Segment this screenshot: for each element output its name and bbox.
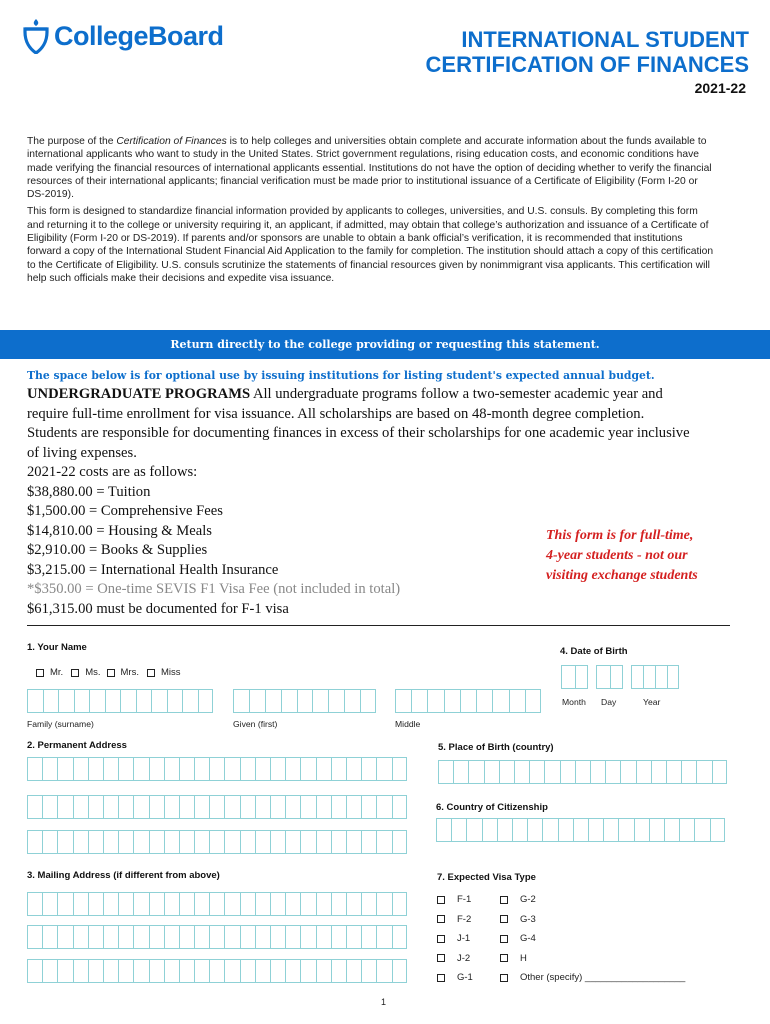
character-box[interactable] — [395, 689, 411, 713]
budget-heading: UNDERGRADUATE PROGRAMS — [27, 386, 251, 402]
character-box[interactable] — [133, 757, 148, 781]
character-box[interactable] — [331, 925, 346, 949]
character-box[interactable] — [696, 760, 711, 784]
character-box[interactable] — [133, 830, 148, 854]
character-box[interactable] — [88, 959, 103, 983]
visa-option-g3[interactable]: G-3 — [500, 910, 685, 930]
permanent-address-line-2[interactable] — [27, 795, 407, 819]
page-title — [426, 27, 749, 77]
character-box[interactable] — [694, 818, 709, 842]
character-box[interactable] — [57, 795, 72, 819]
full-time-note: This form is for full-time, 4-year students - not our visiting exchange students — [546, 528, 698, 583]
character-box[interactable] — [297, 689, 313, 713]
character-box[interactable] — [249, 689, 265, 713]
character-box[interactable] — [346, 757, 361, 781]
character-box[interactable] — [194, 925, 209, 949]
character-box[interactable] — [120, 689, 136, 713]
cost-item: $2,910.00 = Books & Supplies — [27, 542, 208, 558]
mailing-address-line-2[interactable] — [27, 925, 407, 949]
character-box[interactable] — [57, 830, 72, 854]
visa-option-g4[interactable]: G-4 — [500, 929, 685, 949]
character-box[interactable] — [57, 892, 72, 916]
character-box[interactable] — [300, 925, 315, 949]
character-box[interactable] — [438, 760, 453, 784]
character-box[interactable] — [103, 925, 118, 949]
character-box[interactable] — [164, 959, 179, 983]
character-box[interactable] — [281, 689, 297, 713]
optional-budget-note: The space below is for optional use by issuing institutions for listing student's expected annual budget. — [27, 369, 655, 382]
character-box[interactable] — [316, 830, 331, 854]
character-box[interactable] — [575, 665, 589, 689]
character-box[interactable] — [164, 757, 179, 781]
character-box[interactable] — [331, 795, 346, 819]
character-box[interactable] — [331, 959, 346, 983]
character-box[interactable] — [376, 757, 391, 781]
character-box[interactable] — [209, 892, 224, 916]
citizenship-label: 6. Country of Citizenship — [436, 802, 548, 813]
character-box[interactable] — [361, 925, 376, 949]
character-box[interactable] — [42, 925, 57, 949]
character-box[interactable] — [285, 892, 300, 916]
character-box[interactable] — [255, 925, 270, 949]
character-box[interactable] — [255, 959, 270, 983]
visa-options-right — [500, 890, 685, 988]
character-box[interactable] — [88, 892, 103, 916]
character-box[interactable] — [331, 830, 346, 854]
visa-option-other[interactable]: Other (specify) ___________________ — [500, 968, 685, 988]
intro-paragraph-2: This form is designed to standardize financial information provided by applicants to colleges, universities, and U.S. consuls. By completing this form and returning it to the college or university requiring it, an applicant, if admitted, may obtain that college’s authorization and issuance of a Certificate of Eligibility (Form I-20 or DS-2019). If parents and/or sponsors are unable to obtain a bank official’s verification, it is recommended that institutions forward a copy of the International Student Financial Aid Application to the family for completion. The institution should attach a copy of this certification to the Certificate of Eligibility. U.S. consuls scrutinize the statements of financial resources given by nonimmigrant visa applicants. This certification will help such officials make their decisions and expedite visa issuance. — [27, 206, 714, 284]
character-box[interactable] — [270, 925, 285, 949]
character-box[interactable] — [164, 830, 179, 854]
visa-type-label: 7. Expected Visa Type — [437, 872, 536, 883]
acorn-icon — [22, 18, 50, 54]
character-box[interactable] — [149, 830, 164, 854]
character-box[interactable] — [492, 689, 508, 713]
visa-option-h[interactable]: H — [500, 949, 685, 969]
character-box[interactable] — [392, 830, 407, 854]
character-box[interactable] — [42, 795, 57, 819]
character-box[interactable] — [346, 892, 361, 916]
character-box[interactable] — [667, 665, 679, 689]
character-box[interactable] — [544, 760, 559, 784]
character-box[interactable] — [312, 689, 328, 713]
character-box[interactable] — [233, 689, 249, 713]
character-box[interactable] — [361, 959, 376, 983]
logo-text: CollegeBoard — [54, 20, 224, 51]
character-box[interactable] — [194, 795, 209, 819]
character-box[interactable] — [361, 795, 376, 819]
character-box[interactable] — [270, 757, 285, 781]
month-label: Month — [562, 697, 586, 707]
character-box[interactable] — [482, 818, 497, 842]
visa-option-j1[interactable]: J-1 — [437, 929, 473, 949]
character-box[interactable] — [73, 757, 88, 781]
character-box[interactable] — [149, 757, 164, 781]
character-box[interactable] — [392, 795, 407, 819]
character-box[interactable] — [285, 795, 300, 819]
character-box[interactable] — [331, 757, 346, 781]
character-box[interactable] — [209, 925, 224, 949]
character-box[interactable] — [224, 757, 239, 781]
character-box[interactable] — [620, 760, 635, 784]
character-box[interactable] — [300, 892, 315, 916]
character-box[interactable] — [89, 689, 105, 713]
character-box[interactable] — [118, 925, 133, 949]
character-box[interactable] — [133, 892, 148, 916]
character-box[interactable] — [224, 925, 239, 949]
character-box[interactable] — [198, 689, 214, 713]
character-box[interactable] — [376, 795, 391, 819]
given-name-label: Given (first) — [233, 719, 278, 729]
visa-option-g1[interactable]: G-1 — [437, 968, 473, 988]
character-box[interactable] — [103, 795, 118, 819]
mr-checkbox[interactable] — [36, 669, 44, 677]
character-box[interactable] — [255, 892, 270, 916]
character-box[interactable] — [316, 925, 331, 949]
character-box[interactable] — [105, 689, 121, 713]
character-box[interactable] — [476, 689, 492, 713]
character-box[interactable] — [224, 892, 239, 916]
academic-year: 2021-22 — [694, 80, 746, 96]
intro-text — [27, 135, 717, 289]
character-box[interactable] — [164, 925, 179, 949]
family-name-boxes[interactable] — [27, 689, 213, 713]
date-of-birth-label: 4. Date of Birth — [560, 646, 628, 657]
character-box[interactable] — [57, 757, 72, 781]
character-box[interactable] — [588, 818, 603, 842]
character-box[interactable] — [392, 959, 407, 983]
character-box[interactable] — [73, 892, 88, 916]
dob-day-boxes[interactable] — [596, 665, 623, 689]
character-box[interactable] — [270, 830, 285, 854]
character-box[interactable] — [316, 892, 331, 916]
character-box[interactable] — [149, 795, 164, 819]
character-box[interactable] — [209, 830, 224, 854]
visa-option-f1[interactable]: F-1 — [437, 890, 473, 910]
character-box[interactable] — [376, 959, 391, 983]
character-box[interactable] — [42, 757, 57, 781]
character-box[interactable] — [558, 818, 573, 842]
character-box[interactable] — [118, 757, 133, 781]
character-box[interactable] — [392, 892, 407, 916]
title-line-2: CERTIFICATION OF FINANCES — [425, 52, 749, 77]
permanent-address-line-1[interactable] — [27, 757, 407, 781]
character-box[interactable] — [300, 795, 315, 819]
character-box[interactable] — [460, 689, 476, 713]
cost-item: $38,880.00 = Tuition — [27, 483, 151, 500]
character-box[interactable] — [560, 760, 575, 784]
character-box[interactable] — [590, 760, 605, 784]
permanent-address-line-3[interactable] — [27, 830, 407, 854]
cost-item: $1,500.00 = Comprehensive Fees — [27, 503, 223, 519]
character-box[interactable] — [179, 925, 194, 949]
return-instruction-bar: Return directly to the college providing or requesting this statement. — [0, 330, 770, 359]
character-box[interactable] — [605, 760, 620, 784]
character-box[interactable] — [194, 830, 209, 854]
character-box[interactable] — [27, 892, 42, 916]
character-box[interactable] — [509, 689, 525, 713]
visa-option-f2[interactable]: F-2 — [437, 910, 473, 930]
character-box[interactable] — [179, 959, 194, 983]
character-box[interactable] — [651, 760, 666, 784]
character-box[interactable] — [346, 959, 361, 983]
character-box[interactable] — [316, 795, 331, 819]
character-box[interactable] — [88, 830, 103, 854]
dob-year-boxes[interactable] — [631, 665, 679, 689]
miss-checkbox[interactable] — [147, 669, 155, 677]
character-box[interactable] — [285, 830, 300, 854]
character-box[interactable] — [27, 830, 42, 854]
character-box[interactable] — [512, 818, 527, 842]
your-name-label: 1. Your Name — [27, 642, 87, 653]
character-box[interactable] — [649, 818, 664, 842]
character-box[interactable] — [376, 830, 391, 854]
intro-paragraph-1: The purpose of the Certification of Finances is to help colleges and universities obtain complete and accurate information about the funds available to international applicants who want to study in the United States. Strict government regulations, rising education costs, and economic conditions have made verifying the financial resources of international applicants essential. Institutions do not have the option of deciding whether to verify the financial resources of their international applicants; financial verification must be made prior to institutional issuance of a Certificate of Eligibility (Form I-20 or DS-2019). — [27, 136, 712, 201]
character-box[interactable] — [603, 818, 618, 842]
character-box[interactable] — [655, 665, 667, 689]
mailing-address-line-3[interactable] — [27, 959, 407, 983]
character-box[interactable] — [240, 795, 255, 819]
character-box[interactable] — [42, 892, 57, 916]
character-box[interactable] — [27, 925, 42, 949]
character-box[interactable] — [316, 757, 331, 781]
character-box[interactable] — [361, 830, 376, 854]
character-box[interactable] — [118, 795, 133, 819]
character-box[interactable] — [149, 892, 164, 916]
permanent-address-label: 2. Permanent Address — [27, 740, 127, 751]
character-box[interactable] — [328, 689, 344, 713]
character-box[interactable] — [542, 818, 557, 842]
character-box[interactable] — [444, 689, 460, 713]
character-box[interactable] — [561, 665, 575, 689]
citizenship-boxes[interactable] — [436, 818, 725, 842]
character-box[interactable] — [453, 760, 468, 784]
cost-item: $3,215.00 = International Health Insurance — [27, 561, 279, 578]
place-of-birth-boxes[interactable] — [438, 760, 727, 784]
mrs-checkbox[interactable] — [107, 669, 115, 677]
character-box[interactable] — [88, 757, 103, 781]
character-box[interactable] — [164, 795, 179, 819]
character-box[interactable] — [118, 959, 133, 983]
character-box[interactable] — [151, 689, 167, 713]
character-box[interactable] — [42, 959, 57, 983]
character-box[interactable] — [194, 892, 209, 916]
character-box[interactable] — [451, 818, 466, 842]
character-box[interactable] — [255, 757, 270, 781]
character-box[interactable] — [300, 830, 315, 854]
character-box[interactable] — [573, 818, 588, 842]
character-box[interactable] — [427, 689, 443, 713]
character-box[interactable] — [118, 830, 133, 854]
character-box[interactable] — [468, 760, 483, 784]
character-box[interactable] — [514, 760, 529, 784]
page-number: 1 — [381, 997, 387, 1007]
character-box[interactable] — [164, 892, 179, 916]
dob-month-boxes[interactable] — [561, 665, 588, 689]
character-box[interactable] — [392, 925, 407, 949]
character-box[interactable] — [149, 959, 164, 983]
character-box[interactable] — [300, 959, 315, 983]
character-box[interactable] — [240, 830, 255, 854]
character-box[interactable] — [270, 892, 285, 916]
character-box[interactable] — [618, 818, 633, 842]
character-box[interactable] — [73, 830, 88, 854]
character-box[interactable] — [149, 925, 164, 949]
character-box[interactable] — [316, 959, 331, 983]
character-box[interactable] — [255, 795, 270, 819]
character-box[interactable] — [679, 818, 694, 842]
character-box[interactable] — [179, 795, 194, 819]
character-box[interactable] — [57, 959, 72, 983]
character-box[interactable] — [529, 760, 544, 784]
character-box[interactable] — [712, 760, 727, 784]
character-box[interactable] — [57, 925, 72, 949]
character-box[interactable] — [411, 689, 427, 713]
character-box[interactable] — [182, 689, 198, 713]
character-box[interactable] — [484, 760, 499, 784]
character-box[interactable] — [643, 665, 655, 689]
character-box[interactable] — [224, 959, 239, 983]
character-box[interactable] — [27, 689, 43, 713]
character-box[interactable] — [285, 925, 300, 949]
character-box[interactable] — [103, 959, 118, 983]
character-box[interactable] — [224, 795, 239, 819]
character-box[interactable] — [58, 689, 74, 713]
character-box[interactable] — [466, 818, 481, 842]
character-box[interactable] — [255, 830, 270, 854]
character-box[interactable] — [27, 795, 42, 819]
given-name-boxes[interactable] — [233, 689, 376, 713]
character-box[interactable] — [194, 757, 209, 781]
character-box[interactable] — [88, 925, 103, 949]
character-box[interactable] — [240, 892, 255, 916]
character-box[interactable] — [118, 892, 133, 916]
character-box[interactable] — [88, 795, 103, 819]
character-box[interactable] — [361, 892, 376, 916]
character-box[interactable] — [27, 757, 42, 781]
middle-name-boxes[interactable] — [395, 689, 541, 713]
middle-name-label: Middle — [395, 719, 421, 729]
visa-options-left — [437, 890, 473, 988]
character-box[interactable] — [575, 760, 590, 784]
character-box[interactable] — [361, 757, 376, 781]
character-box[interactable] — [360, 689, 376, 713]
character-box[interactable] — [344, 689, 360, 713]
sevis-fee: *$350.00 = One-time SEVIS F1 Visa Fee (not included in total) — [27, 581, 401, 597]
character-box[interactable] — [634, 818, 649, 842]
character-box[interactable] — [436, 818, 451, 842]
character-box[interactable] — [73, 795, 88, 819]
character-box[interactable] — [285, 959, 300, 983]
character-box[interactable] — [631, 665, 643, 689]
year-label: Year — [643, 697, 661, 707]
character-box[interactable] — [610, 665, 624, 689]
mailing-address-line-1[interactable] — [27, 892, 407, 916]
budget-section: UNDERGRADUATE PROGRAMS All undergraduate programs follow a two-semester academic year and require full-time enrollment for visa issuance. All scholarships are based on 48-month degree completion. Students are responsible for documenting finances in excess of their scholarships for one academic year inclusive of living expenses. 2021-22 costs are as follows: $38,880.00 = Tuition $1,500.00 = Comprehensive Fees $14,810.00 = Housing & Meals $2,910.00 = Books & Supplies $3,215.00 = International Health Insurance *$350.00 = One-time SEVIS F1 Visa Fee (not included in total) $61,315.00 must be documented for F-1 visa — [27, 385, 737, 619]
character-box[interactable] — [392, 757, 407, 781]
character-box[interactable] — [346, 925, 361, 949]
character-box[interactable] — [525, 689, 541, 713]
character-box[interactable] — [331, 892, 346, 916]
character-box[interactable] — [240, 757, 255, 781]
character-box[interactable] — [103, 830, 118, 854]
character-box[interactable] — [194, 959, 209, 983]
character-box[interactable] — [497, 818, 512, 842]
character-box[interactable] — [499, 760, 514, 784]
visa-option-g2[interactable]: G-2 — [500, 890, 685, 910]
cost-item: $14,810.00 = Housing & Meals — [27, 522, 212, 539]
character-box[interactable] — [346, 830, 361, 854]
character-box[interactable] — [133, 795, 148, 819]
character-box[interactable] — [596, 665, 610, 689]
character-box[interactable] — [224, 830, 239, 854]
character-box[interactable] — [43, 689, 59, 713]
character-box[interactable] — [346, 795, 361, 819]
character-box[interactable] — [179, 757, 194, 781]
character-box[interactable] — [27, 959, 42, 983]
character-box[interactable] — [133, 959, 148, 983]
character-box[interactable] — [666, 760, 681, 784]
college-board-logo — [22, 18, 224, 54]
character-box[interactable] — [42, 830, 57, 854]
character-box[interactable] — [664, 818, 679, 842]
character-box[interactable] — [300, 757, 315, 781]
character-box[interactable] — [209, 757, 224, 781]
character-box[interactable] — [376, 925, 391, 949]
ms-checkbox[interactable] — [71, 669, 79, 677]
character-box[interactable] — [179, 830, 194, 854]
character-box[interactable] — [103, 757, 118, 781]
character-box[interactable] — [167, 689, 183, 713]
place-of-birth-label: 5. Place of Birth (country) — [438, 742, 554, 753]
section-divider — [27, 625, 730, 626]
character-box[interactable] — [285, 757, 300, 781]
budget-total: $61,315.00 must be documented for F-1 visa — [27, 600, 289, 617]
character-box[interactable] — [179, 892, 194, 916]
character-box[interactable] — [636, 760, 651, 784]
character-box[interactable] — [265, 689, 281, 713]
visa-option-j2[interactable]: J-2 — [437, 949, 473, 969]
mailing-address-label: 3. Mailing Address (if different from above) — [27, 870, 220, 881]
title-line-1: INTERNATIONAL STUDENT — [461, 27, 749, 52]
character-box[interactable] — [73, 959, 88, 983]
family-name-label: Family (surname) — [27, 719, 94, 729]
character-box[interactable] — [710, 818, 725, 842]
character-box[interactable] — [209, 795, 224, 819]
character-box[interactable] — [681, 760, 696, 784]
title-checkboxes: Mr. Ms. Mrs. Miss — [36, 667, 181, 678]
character-box[interactable] — [73, 925, 88, 949]
character-box[interactable] — [270, 795, 285, 819]
character-box[interactable] — [240, 959, 255, 983]
character-box[interactable] — [527, 818, 542, 842]
character-box[interactable] — [209, 959, 224, 983]
character-box[interactable] — [74, 689, 90, 713]
character-box[interactable] — [133, 925, 148, 949]
character-box[interactable] — [376, 892, 391, 916]
character-box[interactable] — [103, 892, 118, 916]
character-box[interactable] — [270, 959, 285, 983]
day-label: Day — [601, 697, 617, 707]
character-box[interactable] — [136, 689, 152, 713]
character-box[interactable] — [240, 925, 255, 949]
